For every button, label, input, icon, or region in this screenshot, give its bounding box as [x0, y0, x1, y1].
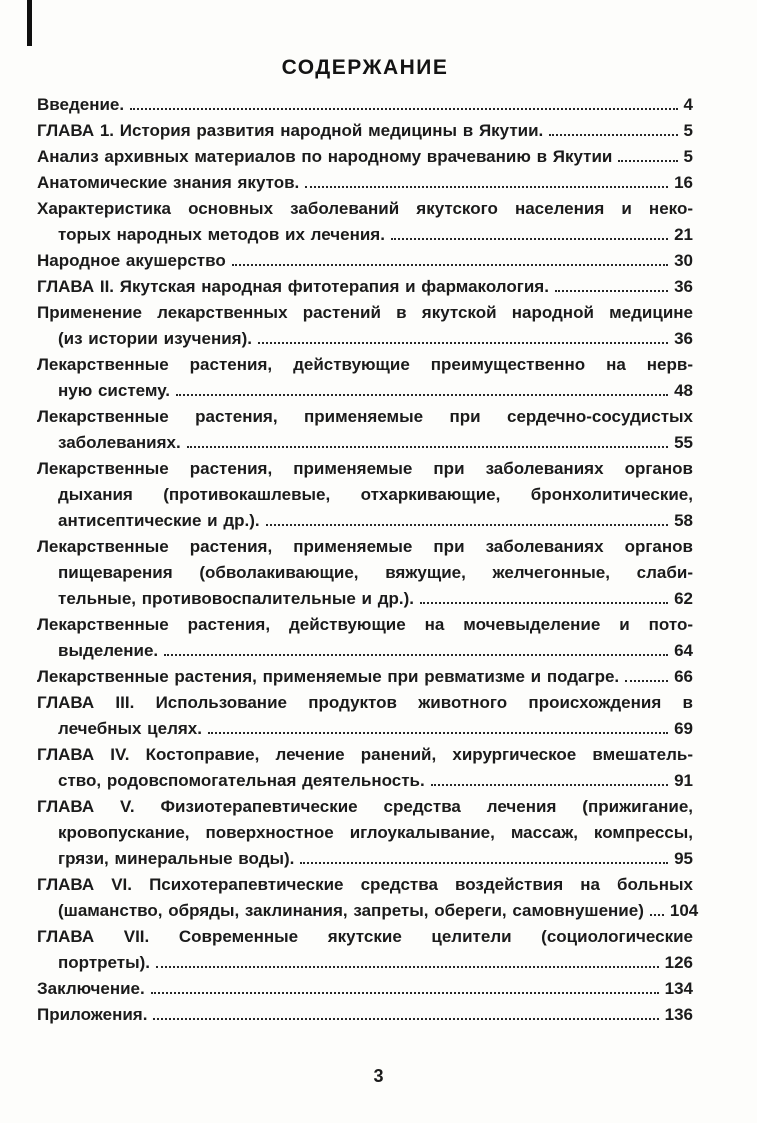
toc-entry [37, 118, 693, 144]
toc-page-number: 5 [683, 121, 693, 140]
toc-page-number: 4 [683, 95, 693, 114]
toc-entry [37, 456, 693, 534]
toc-entry-text: пищеварения (обволакивающие, вяжущие, желчегонные, слаби- [58, 563, 693, 582]
toc-entry [37, 1002, 693, 1028]
dot-leader [164, 641, 668, 656]
toc-entry-text: Лекарственные растения, применяемые при заболеваниях органов [37, 459, 693, 478]
toc-entry-text: антисептические и др.). [58, 511, 260, 530]
toc-entry-text: Анатомические знания якутов. [37, 173, 300, 192]
dot-leader [625, 667, 668, 682]
toc-entry [37, 352, 693, 404]
toc-page-number: 69 [674, 719, 693, 738]
toc-page-number: 91 [674, 771, 693, 790]
toc-entry-text: ГЛАВА 1. История развития народной медицины в Якутии. [37, 121, 544, 140]
toc-entry-text: Характеристика основных заболеваний якутского населения и неко- [37, 199, 693, 218]
toc-entry [37, 274, 693, 300]
toc-entry-text: ГЛАВА VI. Психотерапевтические средства воздействия на больных [37, 875, 693, 894]
toc-entry-text: торых народных методов их лечения. [58, 225, 385, 244]
toc-page-number: 30 [674, 251, 693, 270]
toc-entry [37, 924, 693, 976]
toc-entry-text: ство, родовспомогательная деятельность. [58, 771, 425, 790]
toc-entry-text: Лекарственные растения, применяемые при заболеваниях органов [37, 537, 693, 556]
toc-page-number: 21 [674, 225, 693, 244]
dot-leader [130, 95, 677, 110]
toc-entry [37, 196, 693, 248]
toc-page-number: 55 [674, 433, 693, 452]
toc-entry-text: дыхания (противокашлевые, отхаркивающие, бронхолитические, [58, 485, 693, 504]
dot-leader [618, 147, 677, 162]
dot-leader [266, 511, 668, 526]
toc-entry [37, 300, 693, 352]
toc-entry [37, 976, 693, 1002]
toc-entry-text: тельные, противовоспалительные и др.). [58, 589, 414, 608]
dot-leader [153, 1005, 658, 1020]
toc-page-number: 126 [664, 953, 693, 972]
dot-leader [176, 381, 668, 396]
toc-entry-list [37, 92, 699, 1028]
toc-page-number: 104 [669, 901, 699, 920]
toc-entry-text: ную систему. [58, 381, 170, 400]
toc-entry-text: Лекарственные растения, действующие на мочевыделение и пото- [37, 615, 693, 634]
toc-entry-text: ГЛАВА IV. Костоправие, лечение ранений, хирургическое вмешатель- [37, 745, 693, 764]
dot-leader [549, 121, 677, 136]
scan-artifact-bar [27, 0, 32, 46]
dot-leader [431, 771, 668, 786]
toc-page-number: 95 [674, 849, 693, 868]
toc-page-number: 48 [674, 381, 693, 400]
toc-entry-text: лечебных целях. [58, 719, 202, 738]
toc-entry-text: (шаманство, обряды, заклинания, запреты, обереги, самовнушение) [58, 901, 644, 920]
toc-entry-text: ГЛАВА V. Физиотерапевтические средства лечения (прижигание, [37, 797, 693, 816]
toc-entry-text: Введение. [37, 95, 125, 114]
toc-entry-text: Народное акушерство [37, 251, 226, 270]
toc-entry-text: ГЛАВА II. Якутская народная фитотерапия и фармакология. [37, 277, 549, 296]
toc-entry [37, 612, 693, 664]
toc-entry-text: Применение лекарственных растений в якутской народной медицине [37, 303, 693, 322]
toc-page-number: 58 [674, 511, 693, 530]
toc-entry [37, 794, 693, 872]
toc-entry-text: (из истории изучения). [58, 329, 252, 348]
toc-entry-text: ГЛАВА VII. Современные якутские целители (социологические [37, 927, 693, 946]
dot-leader [187, 433, 668, 448]
toc-entry-text: Лекарственные растения, применяемые при сердечно-сосудистых [37, 407, 693, 426]
toc-entry-text: Заключение. [37, 979, 145, 998]
dot-leader [650, 901, 664, 916]
toc-entry [37, 664, 693, 690]
toc-page-number: 5 [683, 147, 693, 166]
toc-entry-text: кровопускание, поверхностное иглоукалывание, массаж, компрессы, [58, 823, 693, 842]
page-title: СОДЕРЖАНИЕ [281, 56, 449, 79]
toc-entry [37, 248, 693, 274]
toc-page-number: 136 [664, 1005, 693, 1024]
toc-entry [37, 404, 693, 456]
toc-page-number: 16 [674, 173, 693, 192]
toc-entry-text: Лекарственные растения, действующие преимущественно на нерв- [37, 355, 693, 374]
toc-entry [37, 534, 693, 612]
dot-leader [156, 953, 659, 968]
toc-entry [37, 742, 693, 794]
dot-leader [305, 173, 668, 188]
toc-entry-text: портреты). [58, 953, 150, 972]
toc-entry-text: заболеваниях. [58, 433, 181, 452]
toc-entry-text: Лекарственные растения, применяемые при ревматизме и подагре. [37, 667, 620, 686]
toc-entry [37, 170, 693, 196]
toc-page-number: 62 [674, 589, 693, 608]
toc-entry-text: грязи, минеральные воды). [58, 849, 295, 868]
toc-page-number: 36 [674, 329, 693, 348]
toc-entry [37, 144, 693, 170]
toc-page-number: 64 [674, 641, 693, 660]
toc-entry-text: Анализ архивных материалов по народному врачеванию в Якутии [37, 147, 613, 166]
toc-entry-text: выделение. [58, 641, 159, 660]
dot-leader [151, 979, 659, 994]
dot-leader [232, 251, 668, 266]
toc-entry [37, 872, 699, 924]
toc-page-number: 36 [674, 277, 693, 296]
dot-leader [258, 329, 668, 344]
toc-entry-text: Приложения. [37, 1005, 148, 1024]
dot-leader [300, 849, 668, 864]
toc-entry [37, 690, 693, 742]
dot-leader [420, 589, 668, 604]
dot-leader [391, 225, 668, 240]
dot-leader [208, 719, 668, 734]
page-number: 3 [373, 1066, 384, 1086]
toc-entry-text: ГЛАВА III. Использование продуктов животного происхождения в [37, 693, 693, 712]
dot-leader [555, 277, 668, 292]
toc-page-number: 66 [674, 667, 693, 686]
toc-entry [37, 92, 693, 118]
toc-page-number: 134 [664, 979, 693, 998]
